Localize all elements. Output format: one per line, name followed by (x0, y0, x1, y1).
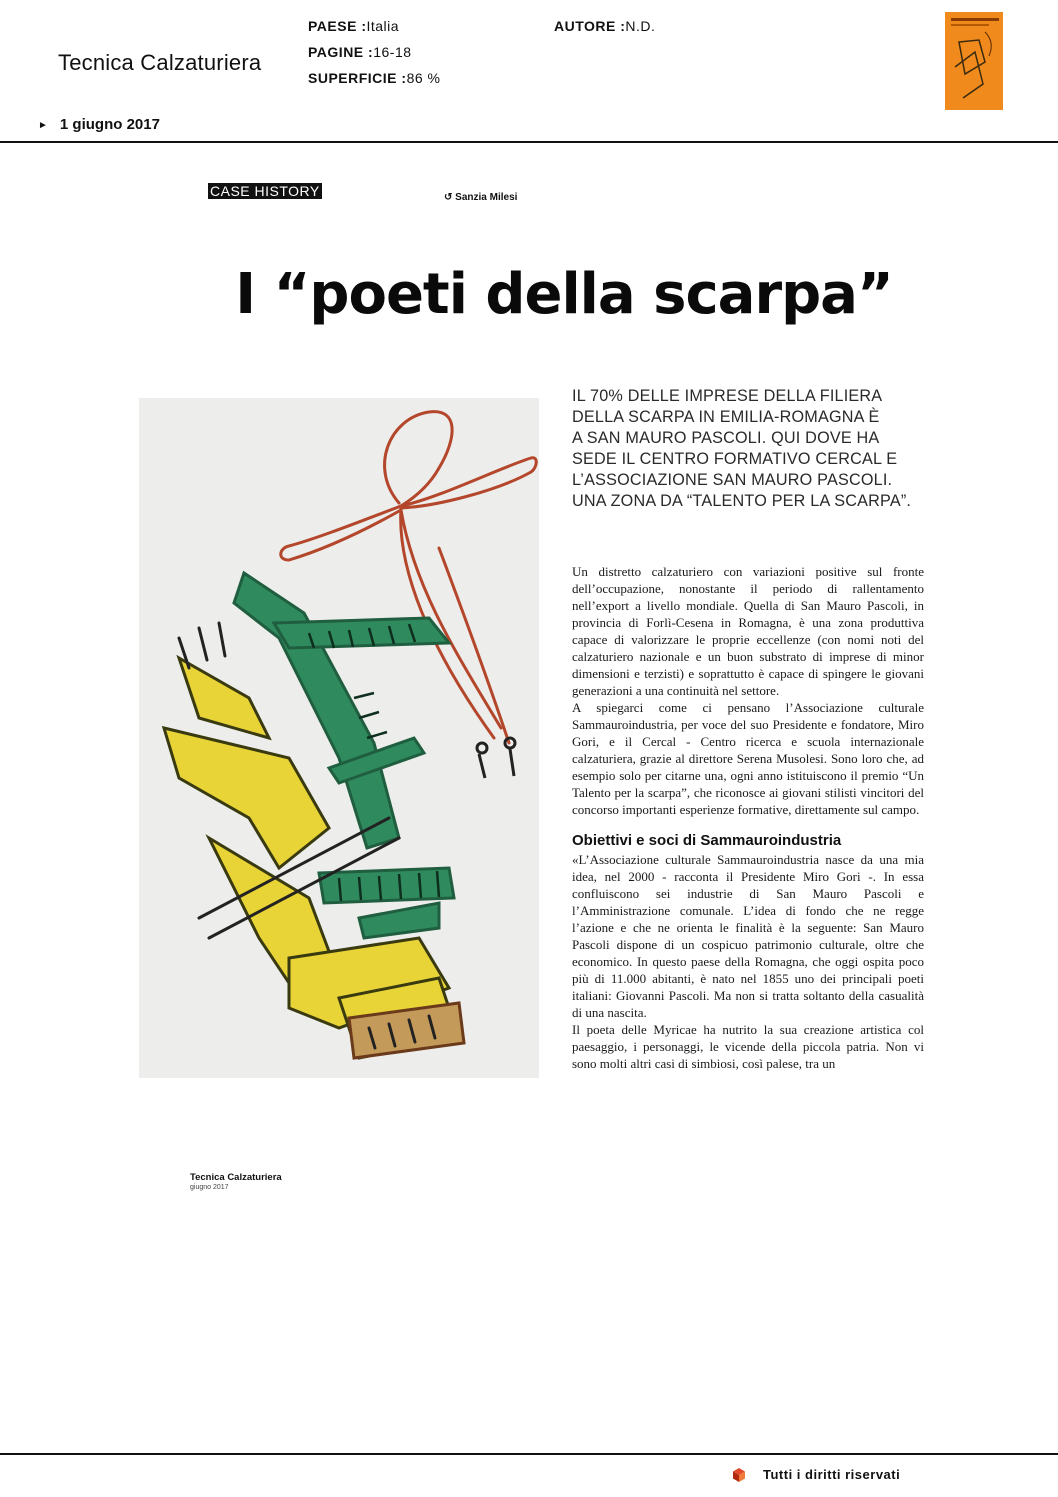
byline (444, 192, 517, 203)
meta-pagine (308, 44, 412, 60)
body-paragraph: Il poeta delle Myricae ha nutrito la sua creazione artistica col paesaggio, i personaggi, le vicende della piccola patria. Non vi sono molti altri casi di simbiosi, così palese, tra un (572, 1022, 924, 1071)
byline-icon: ↺ (444, 192, 453, 203)
article-lead (572, 386, 932, 512)
rights-notice: Tutti i diritti riservati (763, 1467, 901, 1482)
meta-autore-label: AUTORE : (554, 18, 626, 34)
meta-pagine-label: PAGINE : (308, 44, 374, 60)
meta-superficie-value: 86 % (406, 70, 441, 86)
lead-line: IL 70% DELLE IMPRESE DELLA FILIERA (572, 387, 883, 405)
article-subhead: Obiettivi e soci di Sammauroindustria (572, 832, 842, 849)
arrow-right-icon: ► (38, 120, 48, 131)
cube-logo-icon (732, 1467, 746, 1483)
thumbnail-sketch-icon (945, 12, 1003, 110)
footer-publication: Tecnica Calzaturiera (190, 1172, 282, 1183)
header-divider (0, 141, 1058, 143)
meta-autore (554, 18, 655, 34)
meta-paese (308, 18, 399, 34)
issue-date (38, 116, 160, 133)
issue-date-text: 1 giugno 2017 (59, 116, 160, 133)
body-paragraph: Un distretto calzaturiero con variazioni positive sul fronte dell’occupazione, nonostante il periodo di rallentamento nell’export a livello mondiale. Quella di San Mauro Pascoli, in provincia di Forlì-Cesena in Romagna, è una zona produttiva capace di valorizzare le proprie eccellenze (con nomi noti del calzaturiero nazionale e un buon substrato di imprese di minor dimensioni e terzisti) e soprattutto è capace di spingere le giovani generazioni a una continuità nel settore. (572, 564, 924, 698)
page-thumbnail[interactable] (945, 12, 1003, 110)
byline-author: Sanzia Milesi (455, 192, 518, 203)
body-paragraph: A spiegarci come ci pensano l’Associazione culturale Sammauroindustria, per voce del suo Presidente e fondatore, Miro Gori, e il Cercal - Centro ricerca e scuola internazionale calzaturiera, grazie al direttore Serena Musolesi. Sono loro che, ad esempio solo per citarne una, ogni anno istituiscono il premio “Un Talento per la scarpa”, che riconosce ai giovani stilisti vincitori del concorso importanti esperienze formative, direttamente sul campo. (572, 700, 924, 817)
meta-superficie (308, 70, 441, 86)
section-label: CASE HISTORY (210, 183, 320, 199)
shoe-sketch-illustration (139, 398, 539, 1078)
lead-line: A SAN MAURO PASCOLI. QUI DOVE HA (572, 429, 880, 447)
lead-line: UNA ZONA DA “TALENTO PER LA SCARPA”. (572, 492, 912, 510)
body-paragraph: «L’Associazione culturale Sammauroindustria nasce da una mia idea, nel 2000 - racconta il Presidente Miro Gori -. In essa confluiscono sei industrie di San Mauro Pascoli e l’Amministrazione comunale. L’idea di fondo che ne regge l’azione e che ne orienta le finalità è la seguente: San Mauro Pascoli dispone di un cospicuo patrimonio culturale, oltre che economico. In questo paese della Romagna, che oggi ospita poco più di 11.000 abitanti, è nato nel 1855 uno dei principali poeti italiani: Giovanni Pascoli. Ma non si tratta soltanto della casualità di una nascita. (572, 852, 924, 1020)
footer-date: giugno 2017 (190, 1184, 229, 1191)
meta-autore-value: N.D. (625, 18, 656, 34)
meta-superficie-label: SUPERFICIE : (308, 70, 407, 86)
publication-name: Tecnica Calzaturiera (58, 50, 262, 75)
meta-paese-value: Italia (366, 18, 400, 34)
footer-divider (0, 1453, 1058, 1455)
lead-line: DELLA SCARPA IN EMILIA-ROMAGNA È (572, 408, 880, 426)
article-title: I “poeti della scarpa” (235, 262, 893, 327)
meta-paese-label: PAESE : (308, 18, 367, 34)
lead-line: SEDE IL CENTRO FORMATIVO CERCAL E (572, 450, 898, 468)
article-body (572, 563, 924, 1072)
meta-pagine-value: 16-18 (373, 44, 412, 60)
lead-line: L’ASSOCIAZIONE SAN MAURO PASCOLI. (572, 471, 893, 489)
